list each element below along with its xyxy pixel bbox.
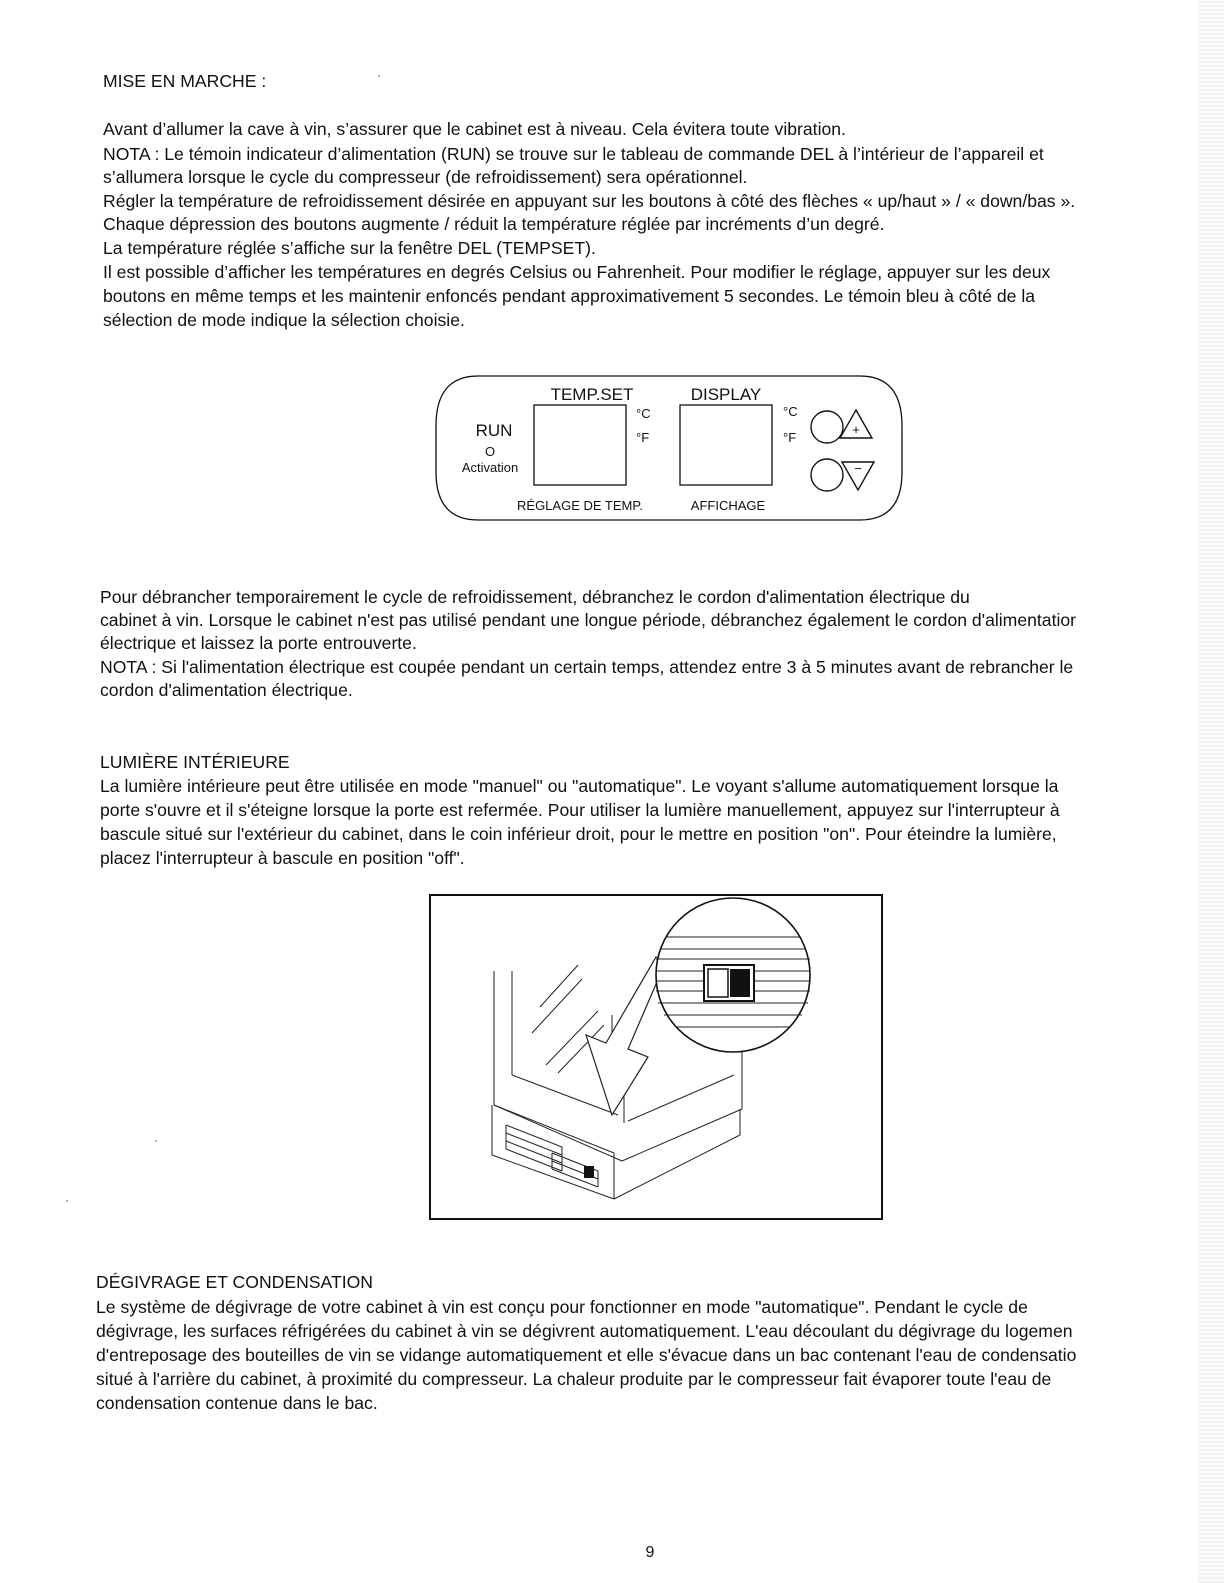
paragraph-line: Le système de dégivrage de votre cabinet à vin est conçu pour fonctionner en mode "automatique". Pendant le cycle de <box>96 1297 1028 1317</box>
paragraph-line: NOTA : Si l'alimentation électrique est coupée pendant un certain temps, attendez entre 3 à 5 minutes avant de rebrancher le <box>100 657 1074 677</box>
display-celsius-indicator: °C <box>783 404 798 419</box>
paragraph-line: d'entreposage des bouteilles de vin se vidange automatiquement et elle s'évacue dans un bac contenant l'eau de condensatio <box>96 1345 1077 1365</box>
paragraph-line: s’allumera lorsque le cycle du compresseur (de refroidissement) sera opérationnel. <box>103 167 748 187</box>
paragraph-line: bascule situé sur l'extérieur du cabinet, dans le coin inférieur droit, pour le mettre en position "on". Pour éteindre la lumière, <box>100 824 1057 844</box>
paragraph-line: dégivrage, les surfaces réfrigérées du cabinet à vin se dégivrent automatiquement. L'eau découlant du dégivrage du logemen <box>96 1321 1073 1341</box>
tempset-label: TEMP.SET <box>550 385 634 404</box>
paragraph-line: condensation contenue dans le bac. <box>96 1393 378 1413</box>
scan-speck <box>155 1140 157 1142</box>
scan-speck <box>378 75 380 77</box>
section-heading-lumiere-interieure: LUMIÈRE INTÉRIEURE <box>100 752 290 772</box>
control-panel-diagram <box>430 374 908 524</box>
paragraph-line: La lumière intérieure peut être utilisée en mode "manuel" ou "automatique". Le voyant s'allume automatiquement lorsque la <box>100 776 1059 796</box>
light-switch-illustration <box>428 893 886 1223</box>
display-fahrenheit-indicator: °F <box>783 430 797 445</box>
paragraph-line: Régler la température de refroidissement désirée en appuyant sur les boutons à côté des flèches « up/haut » / « down/bas ». <box>103 191 1076 211</box>
scan-speck <box>66 1200 68 1202</box>
run-label: RUN <box>475 421 513 440</box>
switch-on-cabinet <box>584 1166 594 1178</box>
page-number: 9 <box>645 1544 655 1561</box>
illustration-frame <box>430 895 882 1219</box>
section-heading-mise-en-marche: MISE EN MARCHE : <box>103 71 267 91</box>
rocker-switch-on-side <box>730 969 750 997</box>
paragraph-line: électrique et laissez la porte entrouverte. <box>100 633 417 653</box>
paragraph-line: Chaque dépression des boutons augmente / réduit la température réglée par incréments d’un degré. <box>103 214 885 234</box>
paragraph-line: Il est possible d’afficher les températures en degrés Celsius ou Fahrenheit. Pour modifier le réglage, appuyer sur les deux <box>103 262 1051 282</box>
paragraph-line: La température réglée s’affiche sur la fenêtre DEL (TEMPSET). <box>103 238 596 258</box>
down-minus-sign: − <box>854 461 862 476</box>
rocker-switch-off-side <box>708 969 728 997</box>
tempset-window <box>534 405 626 485</box>
paragraph-line: situé à l'arrière du cabinet, à proximité du compresseur. La chaleur produite par le compresseur fait évaporer toute l'eau de <box>96 1369 1052 1389</box>
paragraph-line: sélection de mode indique la sélection choisie. <box>103 310 465 330</box>
section-heading-degivrage: DÉGIVRAGE ET CONDENSATION <box>96 1272 373 1292</box>
scan-edge <box>1198 0 1224 1583</box>
paragraph-line: cabinet à vin. Lorsque le cabinet n'est pas utilisé pendant une longue période, débranchez également le cordon d'alimentatior <box>100 610 1077 630</box>
paragraph-line: boutons en même temps et les maintenir enfoncés pendant approximativement 5 secondes. Le témoin bleu à côté de la <box>103 286 1036 306</box>
affichage-label: AFFICHAGE <box>690 498 766 513</box>
up-plus-sign: + <box>852 422 860 437</box>
pointer-arrow-icon <box>586 957 666 1115</box>
activation-label: Activation <box>461 460 519 475</box>
reglage-de-temp-label: RÉGLAGE DE TEMP. <box>517 498 643 513</box>
display-label: DISPLAY <box>690 385 762 404</box>
paragraph-line: cordon d'alimentation électrique. <box>100 680 353 700</box>
run-led-indicator: O <box>484 444 496 459</box>
up-button[interactable] <box>811 411 843 443</box>
down-button[interactable] <box>811 459 843 491</box>
paragraph-line: Pour débrancher temporairement le cycle de refroidissement, débranchez le cordon d'alimentation électrique du <box>100 587 970 607</box>
tempset-fahrenheit-indicator: °F <box>636 430 650 445</box>
paragraph-line: NOTA : Le témoin indicateur d’alimentation (RUN) se trouve sur le tableau de commande DEL à l’intérieur de l’appareil et <box>103 144 1044 164</box>
paragraph-line: placez l'interrupteur à bascule en position "off". <box>100 848 465 868</box>
paragraph-line: porte s'ouvre et il s'éteigne lorsque la porte est refermée. Pour utiliser la lumière manuellement, appuyez sur l'interrupteur à <box>100 800 1060 820</box>
tempset-celsius-indicator: °C <box>636 406 651 421</box>
paragraph-line: Avant d’allumer la cave à vin, s’assurer que le cabinet est à niveau. Cela évitera toute vibration. <box>103 119 846 139</box>
display-window <box>680 405 772 485</box>
panel-outline <box>436 376 902 520</box>
